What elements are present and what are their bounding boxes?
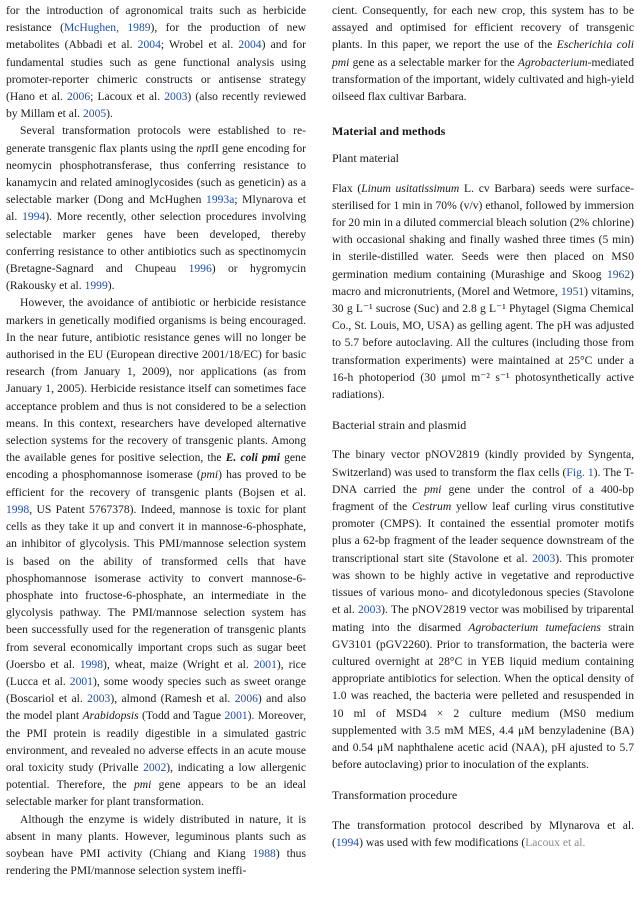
- citation-link[interactable]: 2003: [164, 90, 188, 104]
- citation-link[interactable]: 1998: [6, 502, 30, 516]
- intro-paragraph-5: cient. Consequently, for each new crop, this system has to be assayed and optimised for efficient recovery of transgenic plants. In this paper, we report the use of the Escherichia coli pmi gene as a selectable marker for the Agrobacterium-mediated transformation of the important, widely cultivated and high-yield oilseed flax cultivar Barbara.: [332, 4, 635, 104]
- citation-link[interactable]: 2003: [357, 603, 382, 617]
- transformation-paragraph: The transformation protocol described by Mlynarova et al. (1994) was used with few modifications (Lacoux et al.: [332, 818, 634, 849]
- citation-link[interactable]: 2005: [82, 107, 107, 121]
- subsection-heading: Plant material: [332, 151, 399, 166]
- citation-link[interactable]: 1951: [560, 284, 585, 298]
- citation-link[interactable]: 1998: [79, 657, 103, 671]
- citation-link[interactable]: 2006: [234, 692, 258, 706]
- intro-paragraph-4: Although the enzyme is widely distributed in nature, it is absent in many plants. However, leguminous plants such as soybean have PMI activity (Chiang and Kiang 1988) thus rendering the PMI/mannose selection system ineffi-: [6, 812, 306, 878]
- plant-material-paragraph: Flax (Linum usitatissimum L. cv Barbara) seeds were surface-sterilised for 1 min in 70% (v/v) ethanol, followed by immersion for 20 min in a diluted commercial bleach solution (2% chlorine) with occasional shaking and finally washed three times (5 min) in sterile-distilled water. Seeds were then placed on MS0 germination medium containing (Murashige and Skoog 1962) macro and micronutrients, (Morel and Wetmore, 1951) vitamins, 30 g L⁻¹ sucrose (Suc) and 2.8 g L⁻¹ Phytagel (Sigma Chemical Co., St. Louis, MO, USA) as gelling agent. The pH was adjusted to 5.7 before autoclaving. All the cultures (including those from transformation experiments) were maintained at 25°C under a 16-h photoperiod (30 μmol m⁻² s⁻¹ photosynthetically active radiations).: [332, 181, 635, 402]
- citation-link[interactable]: 1999: [84, 279, 108, 293]
- intro-paragraph-3: However, the avoidance of antibiotic or herbicide resistance markers in genetically modified organisms is being encouraged. In the near future, antibiotic resistance genes will no longer be authorised in the EU (European directive 2001/18/EC) for basic research (from January 1, 2009), nor applications (as from January 1, 2005). Herbicide resistance itself can sometimes face acceptance problem and thus is not considered to be a selection means. In this context, researchers have developed alternative selection systems for the recovery of transgenic plants. Among the available genes for positive selection, the E. coli pmi gene encoding a phosphomannose isomerase (pmi) has proved to be efficient for the recovery of transgenic plants (Bojsen et al. 1998, US Patent 5767378). Indeed, mannose is toxic for plant cells as they take it up and convert it in mannose-6-phosphate, an inhibitor of glycolysis. This PMI/mannose selection system is based on the ability of transformed cells that have phosphomannose isomerase activity to convert mannose-6-phosphate into fructose-6-phosphate, an intermediate in the glycolysis pathway. The PMI/mannose selection system has been successfully used for the regeneration of transgenic plants from several economically important crops such as sugar beet (Joersbo et al. 1998), wheat, maize (Wright et al. 2001), rice (Lucca et al. 2001), some woody species such as sweet orange (Boscariol et al. 2003), almond (Ramesh et al. 2006) and also the model plant Arabidopsis (Todd and Tague 2001). Moreover, the PMI protein is readily digestible in a simulated gastric environment, and revealed no adverse effects in an acute mouse oral toxicity study (Privalle 2002), indicating a low allergenic potential. Therefore, the pmi gene appears to be an ideal selectable marker for plant transformation.: [6, 296, 307, 809]
- citation-link[interactable]: 2006: [66, 90, 91, 104]
- citation-link[interactable]: 1994: [22, 210, 46, 224]
- faded-citation: Lacoux et al.: [525, 835, 586, 849]
- citation-link[interactable]: 1994: [335, 835, 360, 849]
- citation-link[interactable]: 2004: [238, 38, 262, 52]
- citation-link[interactable]: 2003: [87, 692, 111, 706]
- citation-link[interactable]: 2004: [137, 38, 161, 52]
- citation-link[interactable]: 2001: [69, 674, 93, 688]
- citation-link[interactable]: 2003: [532, 551, 556, 565]
- citation-link[interactable]: 1993a: [206, 193, 235, 207]
- bacterial-strain-paragraph: The binary vector pNOV2819 (kindly provided by Syngenta, Switzerland) was used to transform the flax cells (Fig. 1). The T-DNA carried the pmi gene under the control of a 400-bp fragment of the Cestrum yellow leaf curling virus constitutive promoter (CMPS). It contained the essential promoter motifs plus a 62-bp fragment of the leader sequence downstream of the transcriptional start site (Stavolone et al. 2003). This promoter was shown to be highly active in vegetative and reproductive tissues of various mono- and dicotyledonous species (Stavolone et al. 2003). The pNOV2819 vector was mobilised by triparental mating into the disarmed Agrobacterium tumefaciens strain GV3101 (pGV2260). Prior to transformation, the bacteria were cultured overnight at 28°C in YEB liquid medium containing appropriate antibiotics for selection. When the optical density of 1.0 was reached, the bacteria were pelleted and resuspended in 10 ml of MSD4 × 2 culture medium (MS0 medium supplemented with 3.5 mM MES, 4.4 μM benzyladenine (BA) and 0.54 μM naphthalene acetic acid (NAA), pH ajusted to 5.7 before autoclaving) prior to inoculation of the explants.: [332, 448, 635, 772]
- section-heading: Material and methods: [332, 124, 446, 139]
- left-column: [6, 2, 306, 879]
- citation-link[interactable]: 2002: [143, 760, 167, 774]
- subsection-heading: Bacterial strain and plasmid: [332, 418, 467, 433]
- citation-link[interactable]: McHughen, 1989: [63, 21, 151, 35]
- citation-link[interactable]: 1962: [606, 267, 631, 281]
- citation-link[interactable]: 2001: [253, 657, 277, 671]
- subsection-heading: Transformation procedure: [332, 788, 458, 803]
- citation-link[interactable]: 1996: [188, 262, 212, 276]
- citation-link[interactable]: 2001: [224, 709, 248, 723]
- citation-link[interactable]: 1988: [252, 846, 276, 860]
- figure-link[interactable]: Fig. 1: [566, 465, 594, 479]
- intro-paragraph-1: for the introduction of agronomical traits such as herbicide resistance (McHughen, 1989), for the production of new metabolites (Abbadi et al. 2004; Wrobel et al. 2004) and for fundamental studies such as gene functional analysis using promoter-reporter chimeric constructs or antisense strategy (Hano et al. 2006; Lacoux et al. 2003) (also recently reviewed by Millam et al. 2005).: [6, 4, 306, 121]
- intro-paragraph-2: Several transformation protocols were established to re-generate transgenic flax plants using the nptII gene encoding for neomycin phosphotransferase, thus conferring resistance to kanamycin and related aminoglycosides (such as geneticin) as a selectable marker (Dong and McHughen 1993a; Mlynarova et al. 1994). More recently, other selection procedures involving selectable marker genes have been developed, thereby conferring resistance to other antibiotics such as spectinomycin (Bretagne-Sagnard and Chupeau 1996) or hygromycin (Rakousky et al. 1999).: [6, 124, 306, 293]
- right-column: [332, 2, 634, 851]
